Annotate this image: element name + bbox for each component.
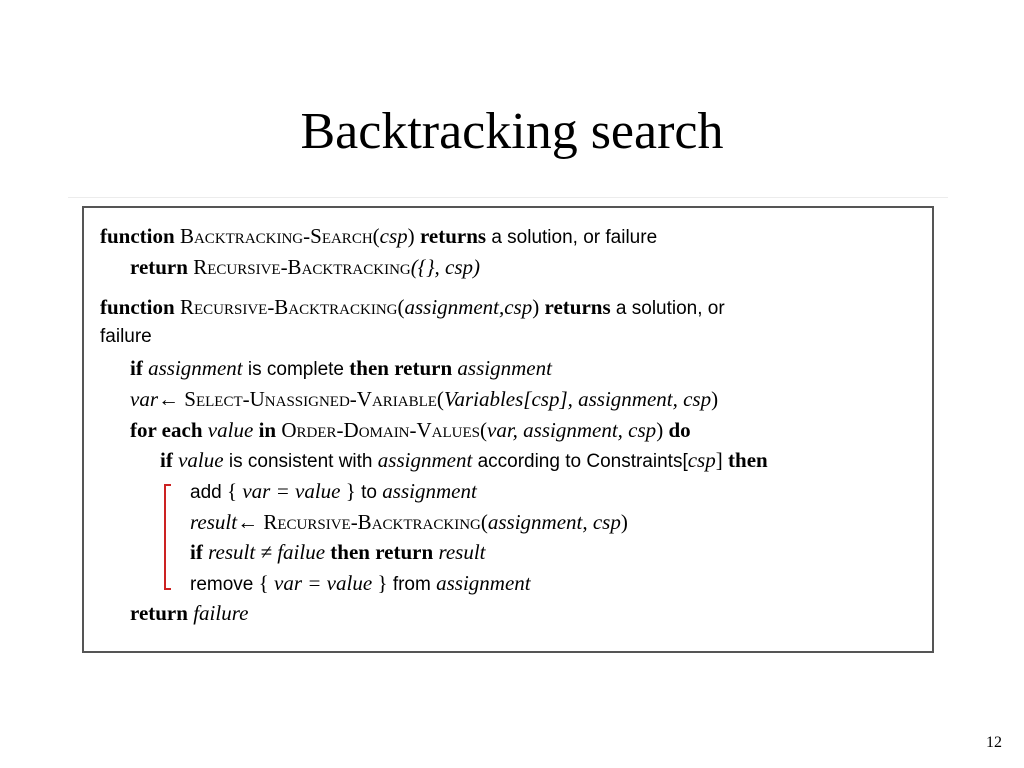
variable: result [438, 540, 486, 564]
text: a solution, or [615, 298, 725, 319]
function-name: Recursive-Backtracking( [179, 295, 405, 319]
keyword: returns [419, 224, 487, 248]
arrow: ← [237, 510, 259, 534]
variable: failure [193, 601, 249, 625]
text: is consistent with [228, 451, 373, 472]
variable: assignment [382, 479, 477, 503]
function-name: Recursive-Backtracking( [263, 510, 488, 534]
brace-close: } [345, 479, 356, 503]
variable: value [207, 418, 254, 442]
variable: csp [687, 448, 716, 472]
keyword: then [728, 448, 768, 472]
text: add [190, 482, 222, 503]
paren: ) [711, 387, 719, 411]
algo-line-7 [130, 417, 691, 445]
algo-line-12 [190, 570, 531, 598]
algo-line-11 [190, 539, 486, 567]
algo-line-13 [130, 600, 248, 628]
keyword: if [130, 356, 143, 380]
function-name: Backtracking-Search( [179, 224, 380, 248]
variable: assignment [436, 571, 531, 595]
algo-line-2 [130, 254, 480, 282]
brace-open: { [258, 571, 269, 595]
paren: ) [532, 295, 540, 319]
variable: assignment [148, 356, 243, 380]
algo-line-3 [100, 294, 725, 322]
argument: Variables[csp], assignment, csp [443, 387, 712, 411]
algo-line-6 [130, 386, 718, 414]
keyword: if [160, 448, 173, 472]
keyword: for each [130, 418, 203, 442]
keyword: function [100, 224, 175, 248]
brace-close: } [377, 571, 388, 595]
keyword: do [668, 418, 691, 442]
algo-line-5 [130, 355, 552, 383]
keyword: returns [544, 295, 611, 319]
argument: assignment,csp [404, 295, 533, 319]
bracket-close: ] [715, 448, 723, 472]
keyword: in [258, 418, 277, 442]
page-number: 12 [986, 734, 1002, 751]
title-divider [68, 197, 948, 198]
expression: var = value [242, 479, 341, 503]
algo-line-1 [100, 223, 657, 251]
paren: ) [656, 418, 664, 442]
text: from [392, 574, 431, 595]
algo-line-10 [190, 509, 628, 537]
argument: csp [379, 224, 408, 248]
keyword: then return [349, 356, 453, 380]
argument: var, assignment, csp [487, 418, 657, 442]
text: is complete [247, 359, 344, 380]
variable: result [190, 510, 238, 534]
argument: ({}, csp) [410, 255, 481, 279]
keyword: function [100, 295, 175, 319]
brace-open: { [226, 479, 238, 503]
variable: assignment [457, 356, 552, 380]
expression: result ≠ failue [208, 540, 326, 564]
keyword: then return [330, 540, 434, 564]
expression: var = value [274, 571, 373, 595]
text: to [361, 482, 378, 503]
keyword: return [130, 601, 188, 625]
function-name: Select-Unassigned-Variable( [184, 387, 444, 411]
function-name: Recursive-Backtracking [193, 255, 411, 279]
paren: ) [407, 224, 415, 248]
variable: value [178, 448, 224, 472]
arrow: ← [158, 387, 179, 411]
argument: assignment, csp [487, 510, 621, 534]
text: a solution, or failure [491, 227, 658, 248]
algo-line-4 [100, 324, 152, 350]
keyword: return [130, 255, 188, 279]
variable: var [130, 387, 158, 411]
text: remove [190, 574, 254, 595]
algo-line-8 [160, 447, 768, 475]
text: according to Constraints[ [477, 451, 688, 472]
slide-title: Backtracking search [300, 103, 724, 160]
paren: ) [620, 510, 628, 534]
function-name: Order-Domain-Values( [281, 418, 488, 442]
text: failure [100, 326, 152, 347]
variable: assignment [377, 448, 473, 472]
red-bracket [164, 484, 171, 590]
keyword: if [190, 540, 203, 564]
algo-line-9 [190, 478, 477, 506]
